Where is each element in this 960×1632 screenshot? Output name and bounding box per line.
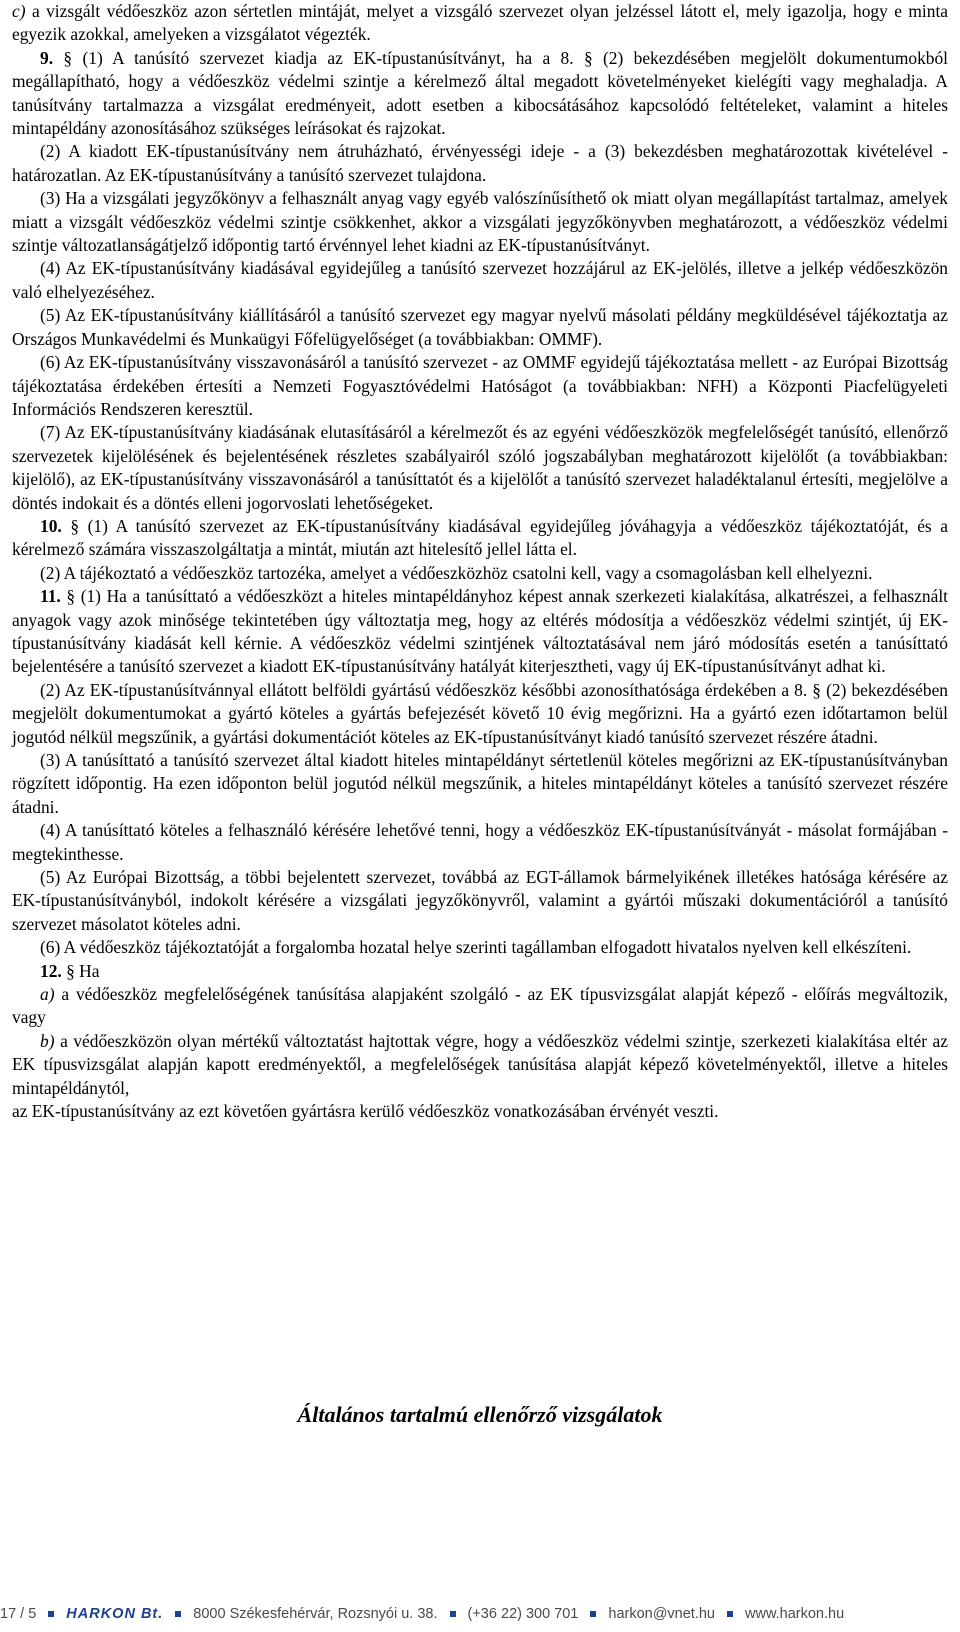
- paragraph-text: c) a vizsgált védőeszköz azon sértetlen mintáját, melyet a vizsgáló szervezet olyan jelzéssel látott el, mely igazolja, hogy e minta egyezik azokkal, amelyeken a vizsgálatot végezték.: [12, 1, 948, 45]
- paragraph: [12, 749, 948, 819]
- paragraph: [12, 1030, 948, 1100]
- paragraph: [12, 960, 948, 983]
- paragraph-text: (4) Az EK-típustanúsítvány kiadásával egyidejűleg a tanúsító szervezet hozzájárul az EK-jelölés, illetve a jelkép védőeszközön való elhelyezéséhez.: [12, 258, 948, 302]
- paragraph: [12, 140, 948, 187]
- paragraph-text: (3) A tanúsíttató a tanúsító szervezet által kiadott hiteles mintapéldányt sértetlenül köteles megőrizni az EK-típustanúsítványban rögzített időpontig. Ha ezen időponton belül jogutód nélkül megszűnik, a hiteles mintapéldányt köteles a tanúsító szervezet részére átadni.: [12, 750, 948, 817]
- section-number: 10.: [40, 515, 62, 536]
- section-number: 9.: [40, 47, 54, 68]
- paragraph-text: b) a védőeszközön olyan mértékű változtatást hajtottak végre, hogy a védőeszköz védelmi szintje, szerkezeti kialakítása eltér az EK típusvizsgálat alapján kapott eredményektől, a megfelelőségek tanúsítása alapját képező követelményektől, illetve a hiteles mintapéldánytól,: [12, 1030, 948, 1098]
- paragraph: [12, 187, 948, 257]
- page-footer: [0, 1596, 960, 1632]
- paragraph: [12, 983, 948, 1030]
- paragraph: [12, 257, 948, 304]
- paragraph-text: § (1) A tanúsító szervezet kiadja az EK-típustanúsítványt, ha a 8. § (2) bekezdésében megjelölt dokumentumokból megállapítható, hogy a védőeszköz védelmi szintje a kérelmező által megadott követelményeket kielégíti vagy meghaladja. A tanúsítvány tartalmazza a vizsgálat eredményeit, adott esetben a kibocsátásához kapcsolódó feltételeket, valamint a hiteles mintapéldány azonosításához szükséges leírásokat és rajzokat.: [12, 47, 948, 139]
- paragraph-text: a) a védőeszköz megfelelőségének tanúsítása alapjaként szolgáló - az EK típusvizsgálat alapját képező - előírás megváltozik, vagy: [12, 984, 948, 1028]
- section-number: 11.: [40, 586, 61, 607]
- paragraph: [12, 421, 948, 515]
- paragraph-text: (4) A tanúsíttató köteles a felhasználó kérésére lehetővé tenni, hogy a védőeszköz EK-típustanúsítványát - másolat formájában - megtekinthesse.: [12, 820, 948, 864]
- separator-square: [175, 1611, 181, 1617]
- page-number: 17 / 5: [0, 1606, 37, 1622]
- paragraph-text: az EK-típustanúsítvány az ezt követően gyártásra kerülő védőeszköz vonatkozásában érvényét veszti.: [12, 1101, 719, 1122]
- paragraph-text: (5) Az Európai Bizottság, a többi bejelentett szervezet, továbbá az EGT-államok bármelyikének illetékes hatósága kérésére az EK-típustanúsítványból, indokolt kérésére a vizsgálati jegyzőkönyvről, valamint a gyártói műszaki dokumentációról a tanúsító szervezet másolatot köteles adni.: [12, 867, 948, 934]
- paragraph-text: (2) A tájékoztató a védőeszköz tartozéka, amelyet a védőeszközhöz csatolni kell, vagy a csomagolásban kell elhelyezni.: [40, 562, 873, 583]
- footer-phone: (+36 22) 300 701: [467, 1606, 579, 1622]
- separator-square: [727, 1611, 733, 1617]
- paragraph-text: (2) A kiadott EK-típustanúsítvány nem átruházható, érvényességi ideje - a (3) bekezdésben meghatározottak kivételével - határozatlan. Az EK-típustanúsítvány a tanúsító szervezet tulajdona.: [12, 141, 948, 185]
- paragraph-text: (5) Az EK-típustanúsítvány kiállításáról a tanúsító szervezet egy magyar nyelvű másolati példány megküldésével tájékoztatja az Országos Munkavédelmi és Munkaügyi Főfelügyelőséget (a továbbiakban: OMMF).: [12, 305, 948, 349]
- paragraph: [12, 866, 948, 936]
- paragraph: [12, 562, 948, 585]
- document-body: [12, 0, 948, 1124]
- paragraph-text: (6) Az EK-típustanúsítvány visszavonásáról a tanúsító szervezet - az OMMF egyidejű tájékoztatása mellett - az Európai Bizottság tájékoztatása érdekében értesíti a Nemzeti Fogyasztóvédelmi Hatóságot (a továbbiakban: NFH) a Központi Piacfelügyeleti Információs Rendszeren keresztül.: [12, 352, 948, 419]
- paragraph: [12, 819, 948, 866]
- paragraph: [12, 0, 948, 47]
- paragraph: [12, 585, 948, 679]
- paragraph-text: § (1) A tanúsító szervezet az EK-típustanúsítvány kiadásával egyidejűleg jóváhagyja a védőeszköz tájékoztatóját, és a kérelmező számára visszaszolgáltatja a mintát, miután azt hitelesítő jellel látta el.: [12, 515, 948, 560]
- brand-logo: HARKON Bt.: [66, 1606, 164, 1622]
- paragraph-text: (7) Az EK-típustanúsítvány kiadásának elutasításáról a kérelmezőt és az egyéni védőeszközök megfelelőségét tanúsító, ellenőrző szervezetek kijelölésének és bejelentésének részletes szabályairól szóló jogszabályban meghatározott kijelölőt (a továbbiakban: kijelölő), az EK-típustanúsítvány visszavonásáról a tanúsíttatót és a kijelölőt a tanúsító szervezet haladéktalanul értesíti, megjelölve a döntés indokait és a döntés elleni jogorvoslati lehetőségeket.: [12, 422, 948, 513]
- paragraph: [12, 679, 948, 749]
- footer-website[interactable]: www.harkon.hu: [745, 1606, 845, 1622]
- footer-address: 8000 Székesfehérvár, Rozsnyói u. 38.: [193, 1606, 438, 1622]
- paragraph: [12, 304, 948, 351]
- paragraph: [12, 351, 948, 421]
- footer-email[interactable]: harkon@vnet.hu: [608, 1606, 715, 1622]
- paragraph: [12, 515, 948, 562]
- paragraph: [12, 1100, 948, 1123]
- paragraph-text: (2) Az EK-típustanúsítvánnyal ellátott belföldi gyártású védőeszköz későbbi azonosíthatósága érdekében a 8. § (2) bekezdésében megjelölt dokumentumokat a gyártó köteles a gyártás befejezését követő 10 évig megőrizni. Ha a gyártó ezen időtartamon belül jogutód nélkül megszűnik, a gyártási dokumentációt köteles az EK-típustanúsítványt kiadó tanúsító szervezet részére átadni.: [12, 679, 948, 747]
- section-heading: Általános tartalmú ellenőrző vizsgálatok: [297, 1402, 663, 1427]
- separator-square: [450, 1611, 456, 1617]
- paragraph-text: (3) Ha a vizsgálati jegyzőkönyv a felhasznált anyag vagy egyéb valószínűsíthető ok miatt olyan megállapítást tartalmaz, amelyek miatt a vizsgált védőeszköz védelmi szintje csökkenhet, akkor a vizsgálati jegyzőkönyvben meghatározott, a védőeszköz védelmi szintje változatlanságátjelző időpontig tartó érvénnyel lehet kiadni az EK-típustanúsítványt.: [12, 188, 948, 256]
- paragraph-text: § Ha: [66, 960, 100, 981]
- paragraph-text: § (1) Ha a tanúsíttató a védőeszközt a hiteles mintapéldányhoz képest annak szerkezeti kialakítása, alkatrészei, a felhasznált anyagok vagy azok minősége tekintetében úgy változtatja meg, hogy az eltérés módosítja a védőeszköz védelmi szintjét, új EK-típustanúsítvány kiadását kell kérnie. A védőeszköz védelmi szintjének változtatásával nem járó módosítás esetén a tanúsíttató bejelentésére a tanúsító szervezet a kiadott EK-típustanúsítvány hatályát kiterjesztheti, vagy új EK-típustanúsítványt adhat ki.: [12, 586, 948, 677]
- separator-square: [48, 1611, 54, 1617]
- paragraph-text: (6) A védőeszköz tájékoztatóját a forgalomba hozatal helye szerinti tagállamban elfogadott hivatalos nyelven kell elkészíteni.: [40, 937, 912, 958]
- paragraph: [12, 936, 948, 959]
- section-number: 12.: [40, 960, 62, 981]
- paragraph: [12, 47, 948, 141]
- separator-square: [590, 1611, 596, 1617]
